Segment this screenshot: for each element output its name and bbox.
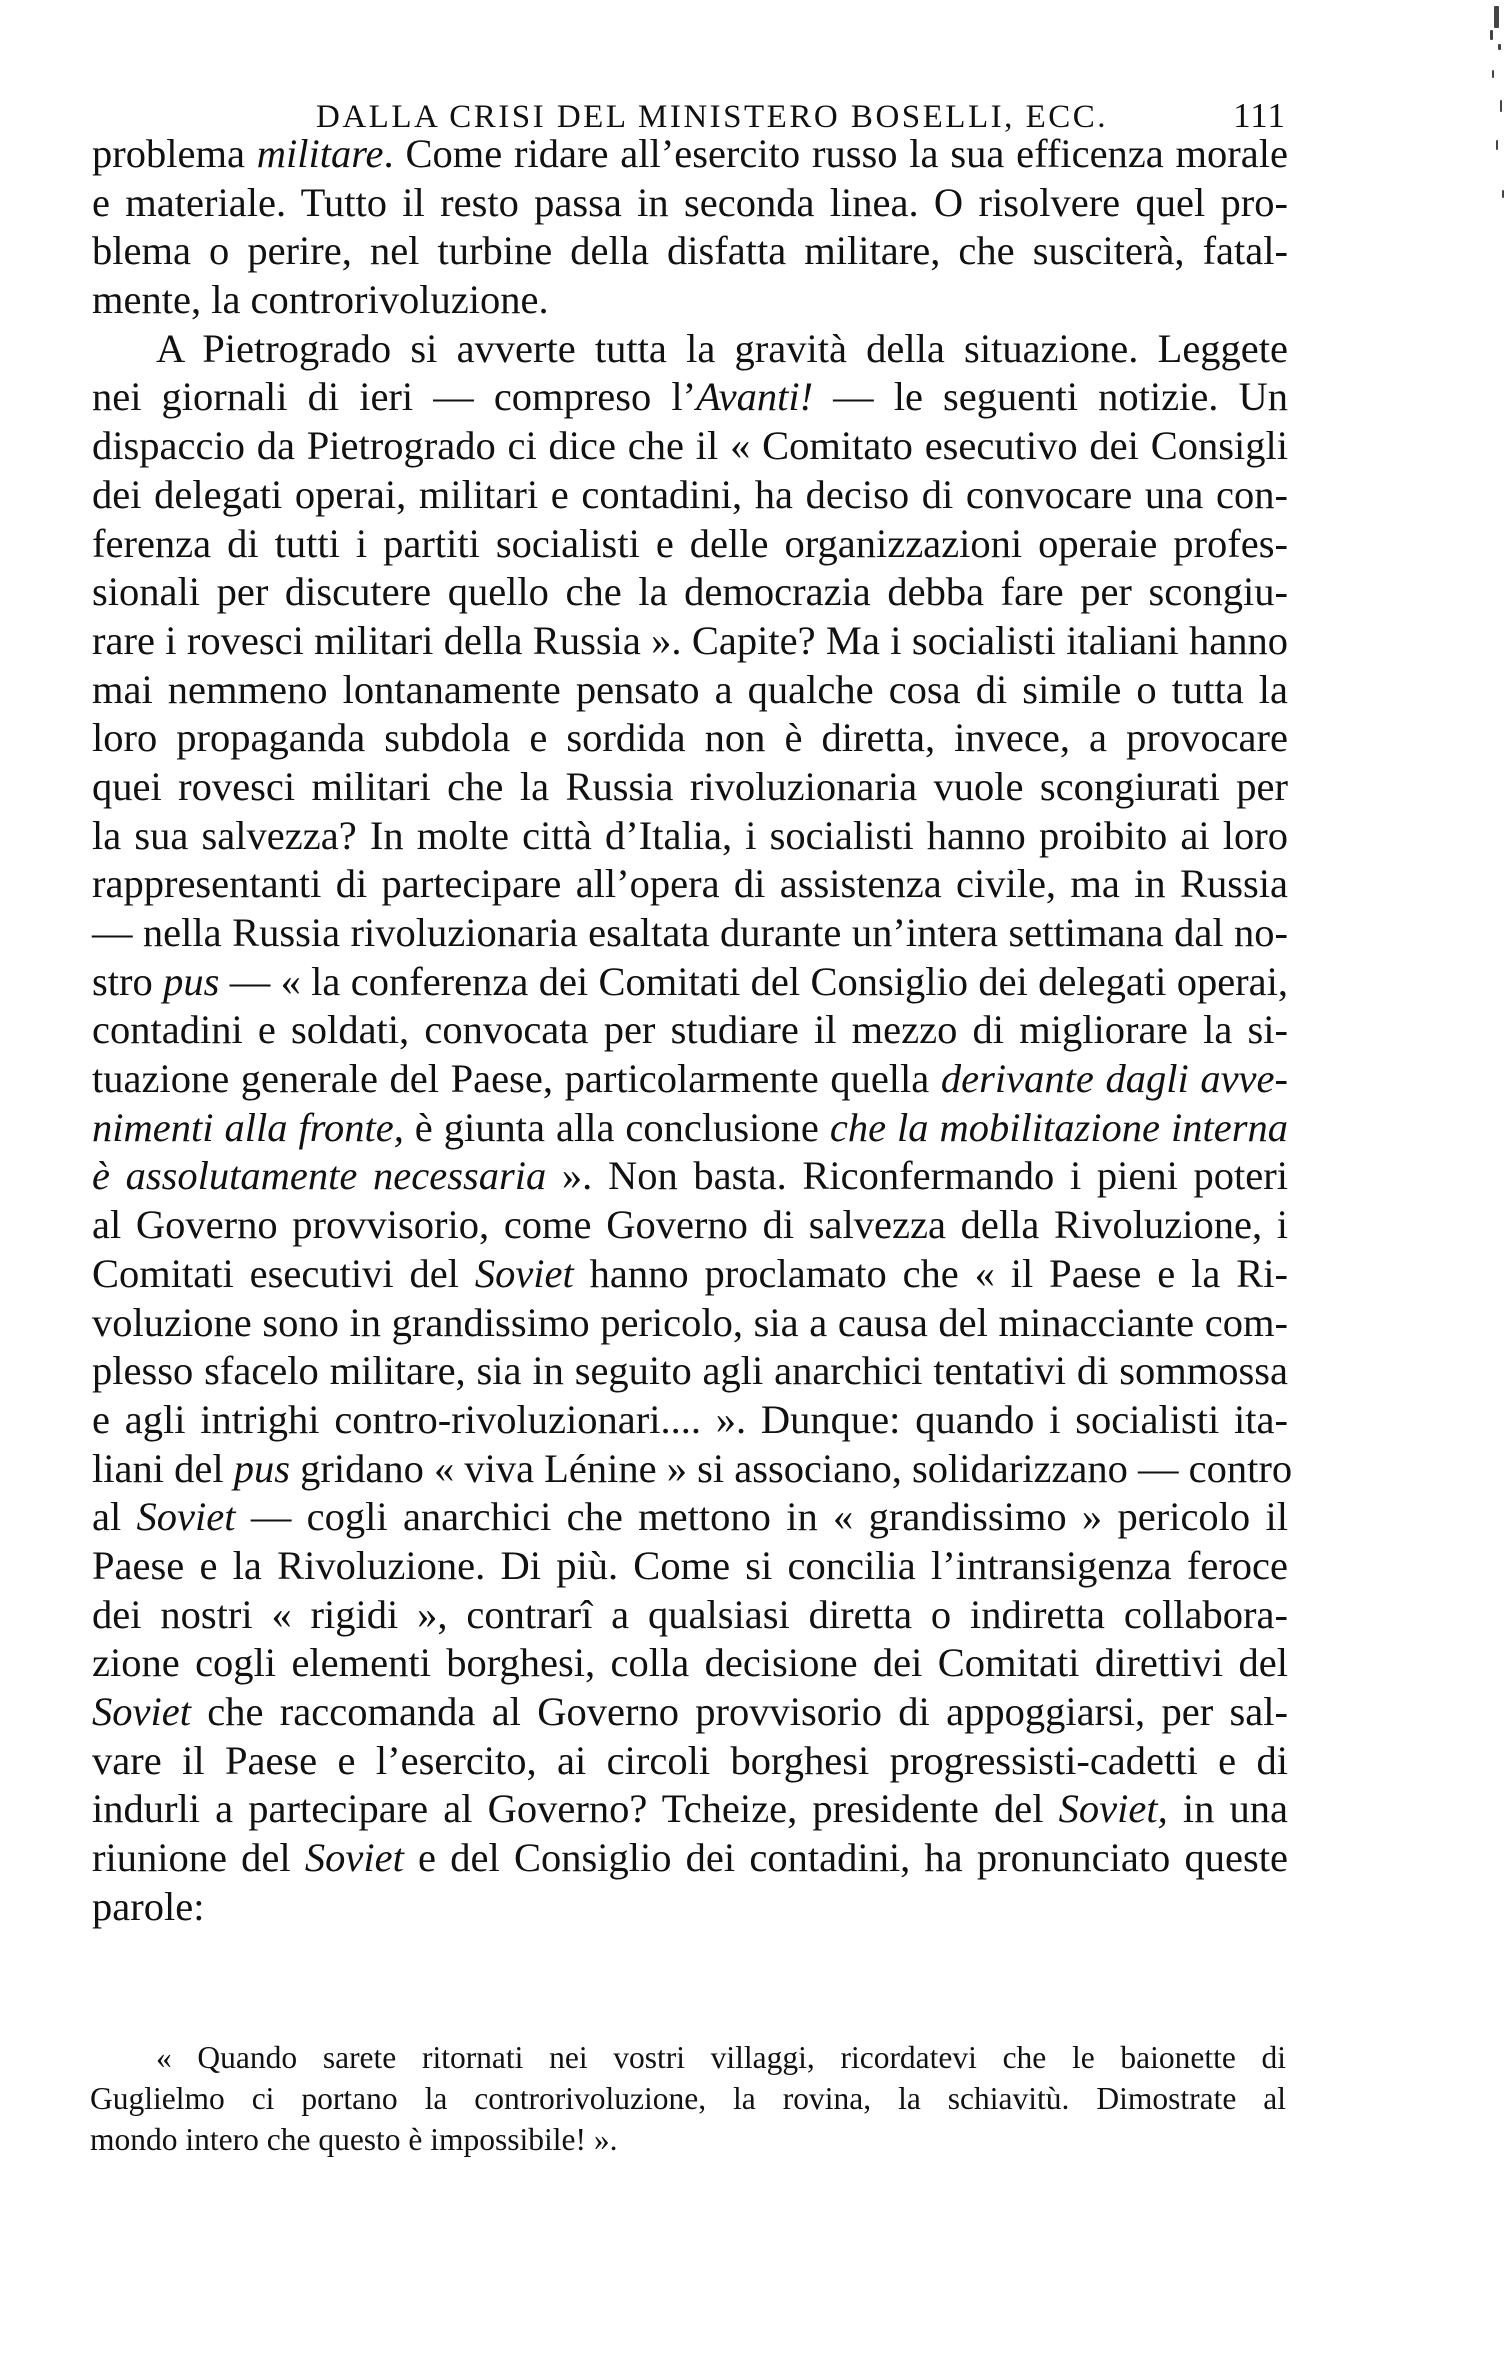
text-run: — le seguenti notizie. Un xyxy=(813,374,1289,420)
text-line xyxy=(92,1834,1288,1883)
text-line xyxy=(92,1688,1288,1737)
italic-phrase: pus xyxy=(163,958,220,1004)
text-line xyxy=(92,1737,1288,1786)
body-text xyxy=(92,130,1293,1931)
text-run: mente, la controrivoluzione. xyxy=(92,277,549,323)
italic-phrase: Soviet, xyxy=(1058,1786,1168,1832)
text-run: dei delegati operai, militari e contadini, ha deciso di convocare una con- xyxy=(92,471,1288,517)
text-run: in una xyxy=(1167,1786,1288,1832)
text-run: loro propaganda subdola e sordida non è diretta, invece, a provocare xyxy=(92,715,1288,761)
text-run: rappresentanti di partecipare all’opera di assistenza civile, ma in Russia xyxy=(92,861,1288,907)
text-line xyxy=(92,1104,1288,1153)
text-line xyxy=(92,373,1288,422)
text-run: — « la conferenza dei Comitati del Consiglio dei delegati operai, xyxy=(219,958,1289,1004)
text-run: . Come ridare all’esercito russo la sua efficenza morale xyxy=(383,131,1288,176)
text-line xyxy=(92,1201,1288,1250)
quote-line: « Quando sarete ritornati nei vostri villaggi, ricordatevi che le baionette di xyxy=(156,2040,1286,2075)
text-line xyxy=(92,1542,1288,1591)
text-line xyxy=(92,422,1288,471)
text-run: gridano « viva Lénine » si associano, solidarizzano — contro xyxy=(289,1445,1293,1491)
text-run: e del Consiglio dei contadini, ha pronunciato queste xyxy=(403,1835,1288,1881)
running-title: DALLA CRISI DEL MINISTERO BOSELLI, ECC. xyxy=(316,99,1109,135)
block-quote xyxy=(90,2037,1286,2160)
text-line xyxy=(92,1152,1288,1201)
text-run: liani del xyxy=(92,1445,234,1491)
text-run: nei giornali di ieri — compreso l’ xyxy=(92,374,697,420)
text-line xyxy=(92,179,1288,228)
text-line xyxy=(92,1347,1288,1396)
italic-phrase: Soviet xyxy=(136,1494,236,1540)
text-run: zione cogli elementi borghesi, colla decisione dei Comitati direttivi del xyxy=(92,1640,1288,1686)
text-run: dei nostri « rigidi », contrarî a qualsiasi diretta o indiretta collabora- xyxy=(92,1591,1288,1637)
text-line xyxy=(92,1445,1293,1494)
text-run: vare il Paese e l’esercito, ai circoli borghesi progressisti-cadetti e di xyxy=(92,1737,1288,1783)
text-line xyxy=(92,227,1288,276)
italic-phrase: Avanti! xyxy=(696,374,814,420)
page-edge-specks xyxy=(1472,0,1506,240)
text-run: al xyxy=(92,1494,137,1540)
text-line xyxy=(92,471,1288,520)
text-run: stro xyxy=(92,958,164,1004)
text-line xyxy=(92,130,1288,179)
text-run: e materiale. Tutto il resto passa in seconda linea. O risolvere quel pro- xyxy=(92,179,1288,225)
text-line xyxy=(92,958,1288,1007)
italic-phrase: derivante dagli avve- xyxy=(940,1056,1288,1102)
text-run: che raccomanda al Governo provvisorio di appoggiarsi, per sal- xyxy=(190,1689,1288,1734)
text-line xyxy=(92,1785,1288,1834)
text-line xyxy=(92,909,1288,958)
text-run: quei rovesci militari che la Russia rivoluzionaria vuole scongiurati per xyxy=(92,763,1288,809)
text-run: blema o perire, nel turbine della disfatta militare, che susciterà, fatal- xyxy=(92,228,1288,274)
text-run: problema xyxy=(92,131,257,176)
text-run: Comitati esecutivi del xyxy=(92,1250,475,1296)
text-run: ». Non basta. Riconfermando i pieni poteri xyxy=(546,1153,1288,1199)
text-line xyxy=(92,860,1288,909)
text-run: A Pietrogrado si avverte tutta la gravità della situazione. Leggete xyxy=(156,325,1288,371)
text-line xyxy=(92,325,1288,374)
text-run: voluzione sono in grandissimo pericolo, sia a causa del minacciante com- xyxy=(92,1299,1288,1345)
text-line xyxy=(92,812,1288,861)
italic-phrase: Soviet xyxy=(474,1250,574,1296)
text-line xyxy=(92,1006,1288,1055)
italic-phrase: pus xyxy=(233,1445,290,1491)
italic-phrase: è assolutamente necessaria xyxy=(92,1153,547,1199)
text-line xyxy=(92,1396,1288,1445)
italic-phrase: militare xyxy=(256,131,384,176)
text-run: tuazione generale del Paese, particolarmente quella xyxy=(92,1056,941,1102)
text-line xyxy=(92,1591,1288,1640)
text-run: rare i rovesci militari della Russia ». Capite? Ma i socialisti italiani hanno xyxy=(92,617,1288,663)
text-run: la sua salvezza? In molte città d’Italia, i socialisti hanno proibito ai loro xyxy=(92,812,1288,858)
text-line xyxy=(92,276,1288,325)
text-line xyxy=(92,568,1288,617)
italic-phrase: che la mobilitazione interna xyxy=(829,1104,1288,1150)
text-run: — nella Russia rivoluzionaria esaltata durante un’intera settimana dal no- xyxy=(92,910,1288,955)
text-line xyxy=(92,714,1288,763)
text-run: — cogli anarchici che mettono in « grandissimo » pericolo il xyxy=(235,1494,1288,1540)
text-line xyxy=(92,1299,1288,1348)
text-line xyxy=(92,1883,1288,1932)
text-run: al Governo provvisorio, come Governo di salvezza della Rivoluzione, i xyxy=(92,1202,1288,1248)
text-run: è giunta alla conclusione xyxy=(403,1104,830,1150)
quote-line: Guglielmo ci portano la controrivoluzione, la rovina, la schiavitù. Dimostrate al xyxy=(90,2081,1286,2116)
text-run: dispaccio da Pietrogrado ci dice che il « Comitato esecutivo dei Consigli xyxy=(92,423,1288,469)
text-run: mai nemmeno lontanamente pensato a qualche cosa di simile o tutta la xyxy=(92,666,1288,712)
text-run: riunione del xyxy=(92,1835,305,1881)
text-run: e agli intrighi contro-rivoluzionari.... ». Dunque: quando i socialisti ita- xyxy=(92,1396,1288,1442)
text-run: indurli a partecipare al Governo? Tcheize, presidente del xyxy=(92,1786,1059,1832)
italic-phrase: Soviet xyxy=(304,1835,404,1881)
text-run: contadini e soldati, convocata per studiare il mezzo di migliorare la si- xyxy=(92,1007,1288,1053)
text-run: Paese e la Rivoluzione. Di più. Come si concilia l’intransigenza feroce xyxy=(92,1542,1288,1588)
text-line xyxy=(92,1250,1288,1299)
italic-phrase: nimenti alla fronte, xyxy=(92,1104,404,1150)
text-run: sionali per discutere quello che la democrazia debba fare per scongiu- xyxy=(92,569,1288,615)
italic-phrase: Soviet xyxy=(92,1689,191,1734)
text-line xyxy=(92,1055,1288,1104)
text-run: parole: xyxy=(92,1883,205,1929)
text-line xyxy=(92,1493,1288,1542)
text-line xyxy=(92,666,1288,715)
text-line xyxy=(92,617,1288,666)
page-number: 111 xyxy=(1233,96,1286,135)
text-line xyxy=(92,520,1288,569)
text-line xyxy=(92,1639,1288,1688)
text-run: ferenza di tutti i partiti socialisti e delle organizzazioni operaie profes- xyxy=(92,520,1288,566)
text-run: plesso sfacelo militare, sia in seguito agli anarchici tentativi di sommossa xyxy=(92,1348,1288,1394)
text-line xyxy=(92,763,1288,812)
quote-line: mondo intero che questo è impossibile! ». xyxy=(90,2122,618,2157)
text-run: hanno proclamato che « il Paese e la Ri- xyxy=(573,1250,1288,1296)
